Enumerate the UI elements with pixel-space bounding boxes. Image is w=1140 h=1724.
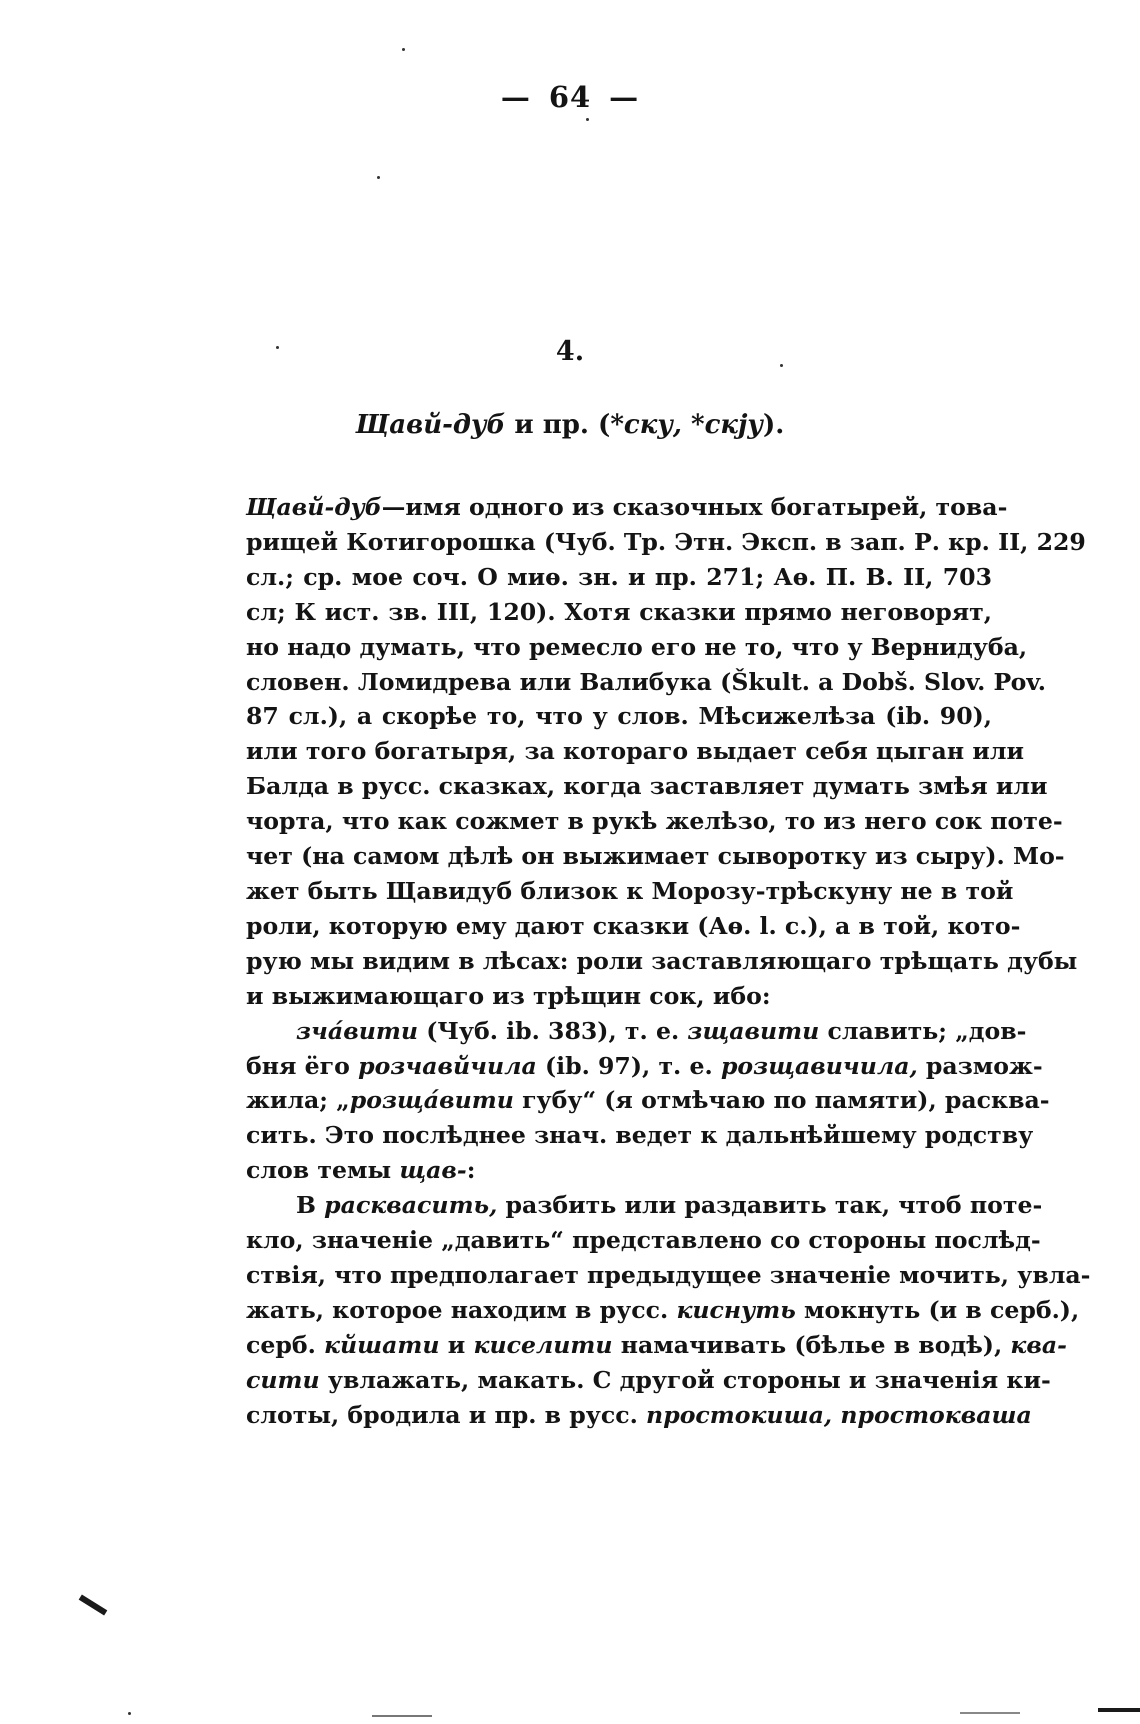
text-run: жать, которое находим в русс.: [246, 1295, 677, 1324]
page-number-dash-right: —: [609, 80, 640, 114]
text-line: [246, 1223, 1041, 1258]
scan-speck: [276, 346, 279, 349]
text-line: [246, 804, 1063, 839]
text-run: рую мы видим в лѣсах: роли заставляющаго трѣщать дубы: [246, 946, 1078, 975]
italic-term: розща́вити: [349, 1086, 514, 1115]
text-line: [246, 1083, 1050, 1118]
text-run: и: [439, 1330, 474, 1359]
text-run: серб.: [246, 1330, 325, 1359]
scan-edge-mark: [1098, 1708, 1140, 1712]
text-run: разбить или раздавить так, чтоб поте-: [497, 1191, 1043, 1220]
text-line: [246, 699, 992, 734]
text-run: бня ёго: [246, 1051, 359, 1080]
text-run: губу“ (я отмѣчаю по памяти), расква-: [513, 1086, 1050, 1115]
text-run: ствія, что предполагает предыдущее значеніе мочить, увла-: [246, 1260, 1091, 1289]
text-run: мокнуть (и в серб.),: [795, 1295, 1080, 1324]
text-run: увлажать, макать. С другой стороны и значенія ки-: [319, 1365, 1051, 1394]
scan-speck: [128, 1712, 131, 1715]
italic-term: розчавйчила: [358, 1051, 537, 1080]
text-run: и выжимающаго из трѣщин сок, ибо:: [246, 981, 771, 1010]
scan-speck: [402, 48, 405, 51]
text-run: слов темы: [246, 1156, 400, 1185]
section-title-headword: Щавй-дуб: [355, 410, 506, 440]
text-line: [246, 839, 1065, 874]
text-line: [246, 630, 1028, 665]
section-title-close: ).: [762, 410, 785, 440]
italic-term: кйшати: [324, 1330, 440, 1359]
section-number: 4.: [555, 336, 585, 367]
italic-term: ква-: [1010, 1330, 1067, 1359]
italic-term: щав-: [399, 1156, 467, 1185]
scan-smudge: [79, 1595, 108, 1616]
text-run: чорта, что как сожмет в рукѣ желѣзо, то из него сок поте-: [246, 807, 1063, 836]
italic-term: сити: [246, 1365, 320, 1394]
text-run: рищей Котигорошка (Чуб. Тр. Этн. Эксп. в зап. Р. кр. II, 229: [246, 527, 1086, 556]
text-line: [246, 595, 992, 630]
text-line: [246, 1328, 1067, 1363]
scan-speck: [780, 364, 783, 367]
scan-speck: [377, 176, 380, 179]
text-line: [246, 525, 1086, 560]
italic-term: зщавити: [687, 1016, 820, 1045]
text-run: славить; „дов-: [819, 1016, 1027, 1045]
italic-term: простокваша: [840, 1400, 1032, 1429]
text-run: Балда в русс. сказках, когда заставляет думать змѣя или: [246, 772, 1048, 801]
section-title-plain: и пр. (: [514, 410, 611, 440]
text-run: но надо думать, что ремесло его не то, что у Вернидуба,: [246, 632, 1028, 661]
text-run: В: [296, 1191, 325, 1220]
text-run: жила; „: [246, 1086, 350, 1115]
italic-term: розщавичила,: [720, 1051, 918, 1080]
text-run: сл.; ср. мое соч. О миѳ. зн. и пр. 271; Аѳ. П. В. II, 703: [246, 562, 992, 591]
text-run: словен. Ломидрева или Валибука (Škult. a Dobš. Slov. Pov.: [246, 667, 1046, 696]
text-run: :: [466, 1156, 476, 1185]
scan-speck: [586, 118, 589, 121]
italic-term: киснуть: [676, 1295, 796, 1324]
text-line: [246, 1188, 1043, 1223]
text-run: 87 сл.), а скорѣе то, что у слов. Мѣсижелѣза (ib. 90),: [246, 702, 992, 731]
text-line: [246, 874, 1014, 909]
text-line: [246, 490, 1008, 525]
text-run: (ib. 97), т. е.: [536, 1051, 721, 1080]
text-run: слоты, бродила и пр. в русс.: [246, 1400, 647, 1429]
text-run: сл; К ист. зв. III, 120). Хотя сказки прямо неговорят,: [246, 597, 992, 626]
text-line: [246, 1153, 992, 1188]
text-run: жет быть Щавидуб близок к Морозу-трѣскуну не в той: [246, 876, 1014, 905]
text-run: или того богатыря, за котораго выдает себя цыган или: [246, 737, 1024, 766]
text-line: [246, 769, 1048, 804]
text-line: [246, 1363, 1051, 1398]
text-line: [246, 909, 1021, 944]
text-run: сить. Это послѣднее знач. ведет к дальнѣйшему родству: [246, 1121, 1034, 1150]
text-run: намачивать (бѣлье в водѣ),: [612, 1330, 1011, 1359]
section-title: [0, 410, 1140, 440]
italic-term: Щавй-дуб: [246, 493, 382, 521]
text-run: чет (на самом дѣлѣ он выжимает сыворотку из сыру). Мо-: [246, 842, 1065, 871]
scan-edge-mark: [372, 1715, 432, 1717]
page-number-value: 64: [548, 80, 592, 114]
text-line: [246, 1014, 1027, 1049]
text-line: [246, 665, 1046, 700]
text-line: [246, 734, 1024, 769]
text-run: —имя одного из сказочных богатырей, това-: [381, 493, 1008, 521]
text-line: [246, 1118, 1034, 1153]
italic-term: киселити: [473, 1330, 613, 1359]
italic-term: расквасить,: [324, 1191, 498, 1220]
text-line: [246, 1398, 1032, 1433]
page-number-dash-left: —: [500, 80, 531, 114]
text-line: [246, 1293, 1080, 1328]
text-line: [246, 1049, 1043, 1084]
text-line: [246, 979, 992, 1014]
text-line: [246, 560, 992, 595]
text-run: (Чуб. ib. 383), т. е.: [417, 1016, 688, 1045]
text-line: [246, 1258, 1091, 1293]
text-run: кло, значеніе „давить“ представлено со стороны послѣд-: [246, 1226, 1041, 1255]
scan-edge-mark: [960, 1712, 1020, 1714]
italic-term: простокиша,: [646, 1400, 833, 1429]
text-run: размож-: [917, 1051, 1043, 1080]
text-run: роли, которую ему дают сказки (Аѳ. l. c.), а в той, кото-: [246, 911, 1021, 940]
body-text: [246, 490, 1091, 1432]
section-title-roots: *ску, *скју: [610, 410, 763, 440]
italic-term: зча́вити: [296, 1016, 418, 1045]
page-number: [0, 80, 1140, 114]
text-line: [246, 944, 1078, 979]
